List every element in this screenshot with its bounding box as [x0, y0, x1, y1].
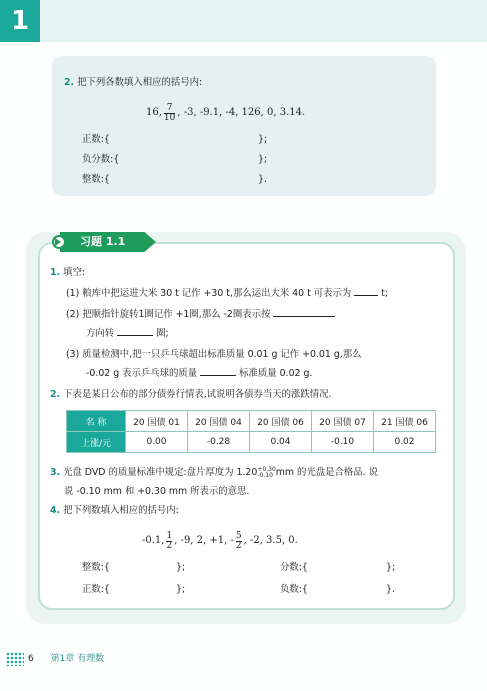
- table-cell: 20 国债 07: [312, 411, 374, 432]
- ex3-tolerance-sub: -0.10: [257, 471, 273, 479]
- ex1-title: 填空:: [63, 267, 85, 278]
- ex4-nums-c: , -2, 3.5, 0.: [243, 535, 298, 546]
- ex2-text: 下表是某日公布的部分债券行情表,试说明各债券当天的涨跌情况.: [63, 389, 332, 400]
- footer-dots-icon: [6, 652, 24, 666]
- table-cell: 20 国债 06: [250, 411, 312, 432]
- ex4-f2-den: 2: [235, 540, 242, 551]
- q2-fraction-den: 10: [163, 112, 176, 123]
- ex4-fraction-1: [166, 532, 172, 551]
- q2-number: 2.: [64, 77, 75, 88]
- q2-negative-fraction-end: };: [258, 154, 268, 165]
- ex4-line: [50, 504, 179, 518]
- ex3-line: [50, 466, 378, 480]
- q2-text: 把下列各数填入相应的括号内:: [77, 77, 203, 88]
- ex2-line: [50, 388, 332, 402]
- ex4-positive-end: };: [176, 584, 186, 595]
- q2-line: [64, 76, 202, 90]
- ex4-fraction-end: };: [386, 562, 396, 573]
- table-cell: 0.02: [374, 432, 436, 453]
- page-number: 6: [28, 654, 34, 664]
- page-footer: [28, 651, 104, 664]
- ex4-number: 4.: [50, 505, 61, 516]
- ex3-number: 3.: [50, 467, 61, 478]
- ex1-number: 1.: [50, 267, 61, 278]
- ex3-tolerance-sup: +0.30: [257, 465, 276, 473]
- ex1-s2-blank-a[interactable]: [273, 316, 335, 317]
- table-header-row: [67, 411, 436, 432]
- ex4-integer-label: 整数:{: [82, 562, 110, 573]
- q2-integer-end: }.: [258, 174, 267, 185]
- bond-table: [66, 410, 436, 453]
- ex1-s2-text: (2) 把顺指针旋转1圈记作 +1圈,那么 -2圈表示按: [66, 309, 271, 320]
- ex4-fraction-label: 分数:{: [280, 562, 308, 573]
- footer-chapter: 第1章 有理数: [50, 654, 105, 664]
- ex4-f2-num: 5: [235, 530, 242, 541]
- q2-positive-label: 正数:{: [82, 134, 110, 145]
- ex1-s3b-end: 标准质量 0.02 g.: [239, 368, 313, 379]
- ex3-line2: 说 -0.10 mm 和 +0.30 mm 所表示的意思.: [64, 486, 250, 497]
- ex4-text: 把下列数填入相应的括号内:: [63, 505, 179, 516]
- ex3-tolerance: [257, 467, 275, 479]
- table-cell: -0.10: [312, 432, 374, 453]
- chapter-tab-fill: [40, 0, 487, 42]
- ex4-negative-end: }.: [386, 584, 395, 595]
- table-cell: 上涨/元: [67, 432, 126, 453]
- q2-numbers-b: , -3, -9.1, -4, 126, 0, 3.14.: [177, 107, 306, 118]
- ex4-nums-b: , -9, 2, +1, -: [174, 535, 234, 546]
- ex1-s3-blank[interactable]: [200, 375, 236, 376]
- ex4-f1-num: 1: [166, 530, 173, 541]
- ex4-nums-a: -0.1,: [142, 535, 165, 546]
- table-cell: 21 国债 06: [374, 411, 436, 432]
- q2-fraction-num: 7: [166, 102, 173, 113]
- q2-fraction: [164, 104, 175, 123]
- ex4-f1-den: 2: [166, 540, 173, 551]
- q2-negative-fraction-label: 负分数:{: [82, 154, 120, 165]
- ex1-s3b-text: -0.02 g 表示乒乓球的质量: [86, 368, 198, 379]
- ex1-s2-blank-b[interactable]: [117, 335, 153, 336]
- ex1-title-line: [50, 266, 85, 280]
- table-row: [67, 432, 436, 453]
- ex1-s3: (3) 质量检测中,把一只乒乓球超出标准质量 0.01 g 记作 +0.01 g,那么: [66, 349, 362, 360]
- table-cell: -0.28: [188, 432, 250, 453]
- banner-arrow-icon: [55, 238, 61, 246]
- ex1-s2b-end: 圈;: [156, 328, 169, 339]
- table-cell: 20 国债 01: [126, 411, 188, 432]
- q2-numbers: [146, 100, 305, 126]
- ex1-s2b-text: 方向转: [86, 328, 115, 339]
- ex4-fraction-2: [236, 532, 242, 551]
- q2-integer-label: 整数:{: [82, 174, 110, 185]
- table-cell: 0.00: [126, 432, 188, 453]
- q2-numbers-a: 16,: [146, 107, 162, 118]
- ex1-s1-end: t;: [381, 288, 389, 299]
- table-cell: 20 国债 04: [188, 411, 250, 432]
- ex1-s2: [66, 308, 335, 322]
- ex3-text-b: mm 的光盘是合格品. 说: [275, 467, 378, 478]
- table-cell: 名 称: [67, 411, 126, 432]
- ex1-s1-blank[interactable]: [354, 295, 378, 296]
- exercise-banner-title: 习题 1.1: [80, 235, 126, 248]
- table-cell: 0.04: [250, 432, 312, 453]
- ex2-number: 2.: [50, 389, 61, 400]
- ex1-s3b: [86, 367, 312, 381]
- ex4-numbers: [142, 528, 298, 554]
- ex1-s1-text: (1) 粮库中把运进大米 30 t 记作 +30 t,那么运出大米 40 t 可表示为: [66, 288, 352, 299]
- ex4-integer-end: };: [176, 562, 186, 573]
- ex4-negative-label: 负数:{: [280, 584, 308, 595]
- chapter-number: 1: [10, 6, 30, 36]
- ex1-s2b: [86, 327, 169, 341]
- ex4-positive-label: 正数:{: [82, 584, 110, 595]
- ex1-s1: [66, 287, 388, 301]
- q2-positive-end: };: [258, 134, 268, 145]
- ex3-text-a: 光盘 DVD 的质量标准中规定:盘片厚度为 1.20: [63, 467, 258, 478]
